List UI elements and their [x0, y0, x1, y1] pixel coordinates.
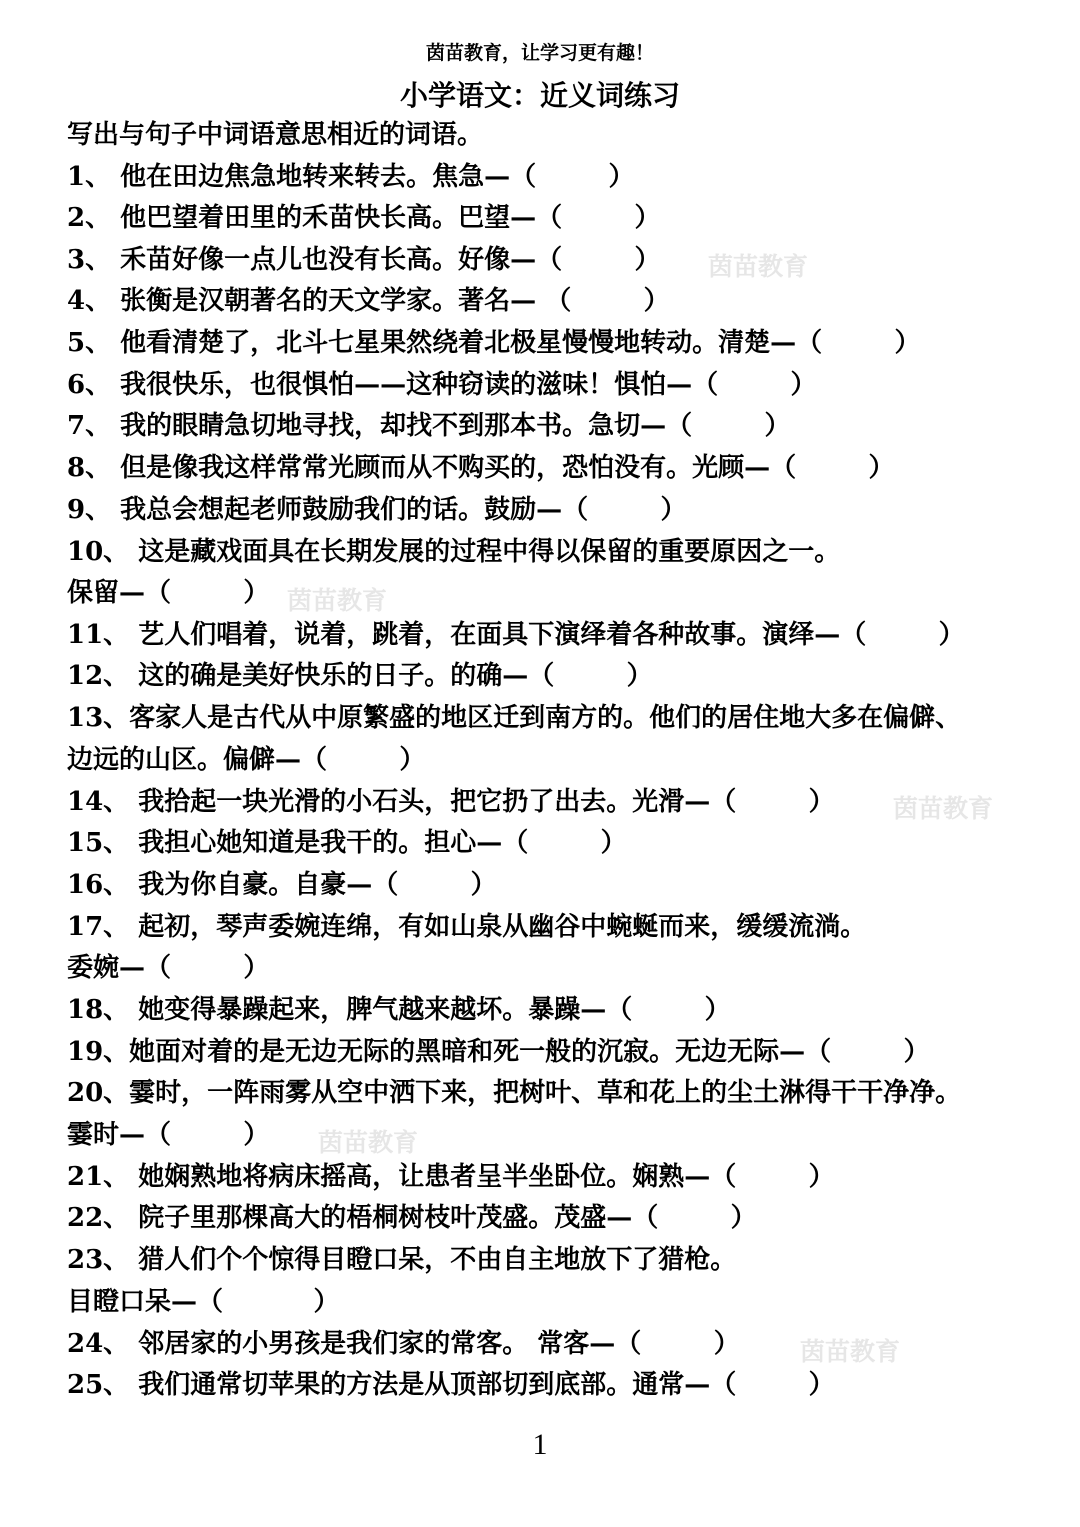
question-line: 24、 邻居家的小男孩是我们家的常客。 常客—（ ） [67, 1329, 740, 1359]
question-line: 11、 艺人们唱着，说着，跳着，在面具下演绎着各种故事。演绎—（ ） [67, 620, 965, 650]
question-line: 17、 起初，琴声委婉连绵，有如山泉从幽谷中蜿蜒而来，缓缓流淌。 [67, 912, 867, 942]
page-number: 1 [532, 1428, 548, 1461]
question-line: 13、客家人是古代从中原繁盛的地区迁到南方的。他们的居住地大多在偏僻、 [67, 703, 962, 733]
question-line: 目瞪口呆—（ ） [67, 1287, 340, 1317]
question-line: 9、 我总会想起老师鼓励我们的话。鼓励—（ ） [67, 495, 687, 525]
question-line: 3、 禾苗好像一点儿也没有长高。好像—（ ） [67, 245, 661, 275]
question-line: 20、霎时，一阵雨雾从空中洒下来，把树叶、草和花上的尘土淋得干干净净。 [67, 1078, 962, 1108]
question-line: 7、 我的眼睛急切地寻找，却找不到那本书。急切—（ ） [67, 411, 791, 441]
question-line: 6、 我很快乐，也很惧怕——这种窃读的滋味！惧怕—（ ） [67, 370, 817, 400]
question-line: 2、 他巴望着田里的禾苗快长高。巴望—（ ） [67, 203, 661, 233]
question-line: 15、 我担心她知道是我干的。担心—（ ） [67, 828, 627, 858]
watermark: 茵苗教育 [800, 1337, 901, 1366]
question-line: 18、 她变得暴躁起来，脾气越来越坏。暴躁—（ ） [67, 995, 731, 1025]
watermark: 茵苗教育 [318, 1128, 419, 1157]
question-line: 5、 他看清楚了，北斗七星果然绕着北极星慢慢地转动。清楚—（ ） [67, 328, 921, 358]
question-line: 10、 这是藏戏面具在长期发展的过程中得以保留的重要原因之一。 [67, 537, 841, 567]
question-line: 19、她面对着的是无边无际的黑暗和死一般的沉寂。无边无际—（ ） [67, 1037, 930, 1067]
question-line: 保留—（ ） [67, 578, 270, 608]
question-line: 8、 但是像我这样常常光顾而从不购买的，恐怕没有。光顾—（ ） [67, 453, 895, 483]
watermark: 茵苗教育 [708, 252, 809, 281]
question-line: 12、 这的确是美好快乐的日子。的确—（ ） [67, 661, 653, 691]
question-line: 22、 院子里那棵高大的梧桐树枝叶茂盛。茂盛—（ ） [67, 1203, 757, 1233]
question-line: 霎时—（ ） [67, 1120, 270, 1150]
question-line: 4、 张衡是汉朝著名的天文学家。著名— （ ） [67, 286, 670, 316]
question-line: 23、 猎人们个个惊得目瞪口呆，不由自主地放下了猎枪。 [67, 1245, 737, 1275]
question-line: 21、 她娴熟地将病床摇高，让患者呈半坐卧位。娴熟—（ ） [67, 1162, 835, 1192]
question-line: 14、 我拾起一块光滑的小石头，把它扔了出去。光滑—（ ） [67, 787, 835, 817]
instruction-text: 写出与句子中词语意思相近的词语。 [67, 120, 484, 150]
question-line: 25、 我们通常切苹果的方法是从顶部切到底部。通常—（ ） [67, 1370, 835, 1400]
page-header: 茵苗教育，让学习更有趣！ [425, 42, 654, 64]
question-line: 1、 他在田边焦急地转来转去。焦急—（ ） [67, 162, 635, 192]
page-title: 小学语文：近义词练习 [399, 79, 680, 112]
question-line: 边远的山区。偏僻—（ ） [67, 745, 426, 775]
question-line: 16、 我为你自豪。自豪—（ ） [67, 870, 497, 900]
watermark: 茵苗教育 [287, 586, 388, 615]
watermark: 茵苗教育 [893, 794, 994, 823]
question-line: 委婉—（ ） [67, 953, 270, 983]
